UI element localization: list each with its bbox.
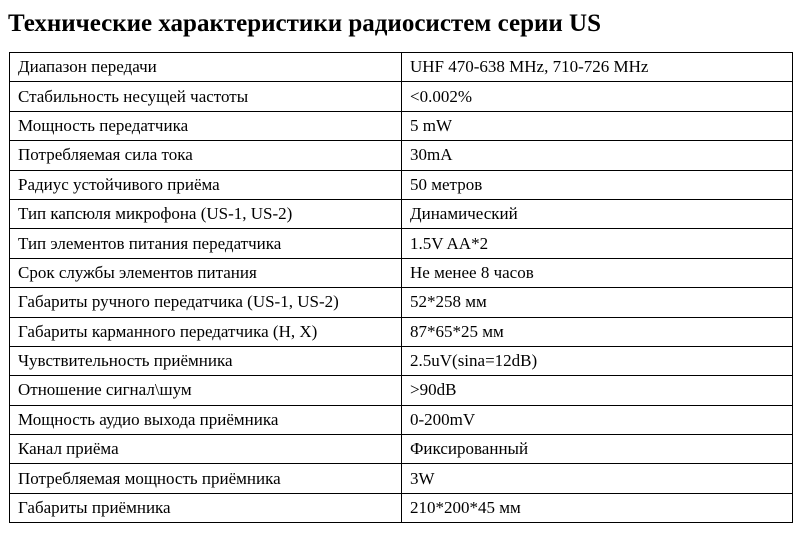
table-row [10, 82, 793, 111]
table-row [10, 141, 793, 170]
value-cell: Динамический [402, 199, 793, 228]
value-cell: Фиксированный [402, 435, 793, 464]
param-cell: Потребляемая мощность приёмника [10, 464, 402, 493]
table-row [10, 317, 793, 346]
param-cell: Канал приёма [10, 435, 402, 464]
param-cell: Диапазон передачи [10, 53, 402, 82]
value-cell: 87*65*25 мм [402, 317, 793, 346]
spec-table [9, 52, 793, 523]
value-cell: >90dB [402, 376, 793, 405]
param-cell: Стабильность несущей частоты [10, 82, 402, 111]
param-cell: Радиус устойчивого приёма [10, 170, 402, 199]
value-cell: Не менее 8 часов [402, 258, 793, 287]
value-cell: 50 метров [402, 170, 793, 199]
table-row [10, 464, 793, 493]
param-cell: Потребляемая сила тока [10, 141, 402, 170]
table-row [10, 199, 793, 228]
value-cell: 210*200*45 мм [402, 493, 793, 522]
table-row [10, 493, 793, 522]
table-row [10, 288, 793, 317]
spec-table-body [10, 53, 793, 523]
param-cell: Срок службы элементов питания [10, 258, 402, 287]
value-cell: 1.5V AA*2 [402, 229, 793, 258]
param-cell: Чувствительность приёмника [10, 346, 402, 375]
table-row [10, 346, 793, 375]
table-row [10, 229, 793, 258]
table-row [10, 435, 793, 464]
param-cell: Мощность передатчика [10, 111, 402, 140]
value-cell: 0-200mV [402, 405, 793, 434]
value-cell: <0.002% [402, 82, 793, 111]
value-cell: UHF 470-638 MHz, 710-726 MHz [402, 53, 793, 82]
table-row [10, 53, 793, 82]
param-cell: Габариты приёмника [10, 493, 402, 522]
param-cell: Отношение сигнал\шум [10, 376, 402, 405]
param-cell: Габариты ручного передатчика (US-1, US-2) [10, 288, 402, 317]
value-cell: 5 mW [402, 111, 793, 140]
param-cell: Тип капсюля микрофона (US-1, US-2) [10, 199, 402, 228]
value-cell: 30mA [402, 141, 793, 170]
param-cell: Габариты карманного передатчика (H, X) [10, 317, 402, 346]
table-row [10, 258, 793, 287]
value-cell: 52*258 мм [402, 288, 793, 317]
param-cell: Мощность аудио выхода приёмника [10, 405, 402, 434]
table-row [10, 111, 793, 140]
page-title: Технические характеристики радиосистем серии US [8, 10, 602, 37]
table-row [10, 376, 793, 405]
table-row [10, 405, 793, 434]
value-cell: 2.5uV(sina=12dB) [402, 346, 793, 375]
table-row [10, 170, 793, 199]
param-cell: Тип элементов питания передатчика [10, 229, 402, 258]
value-cell: 3W [402, 464, 793, 493]
